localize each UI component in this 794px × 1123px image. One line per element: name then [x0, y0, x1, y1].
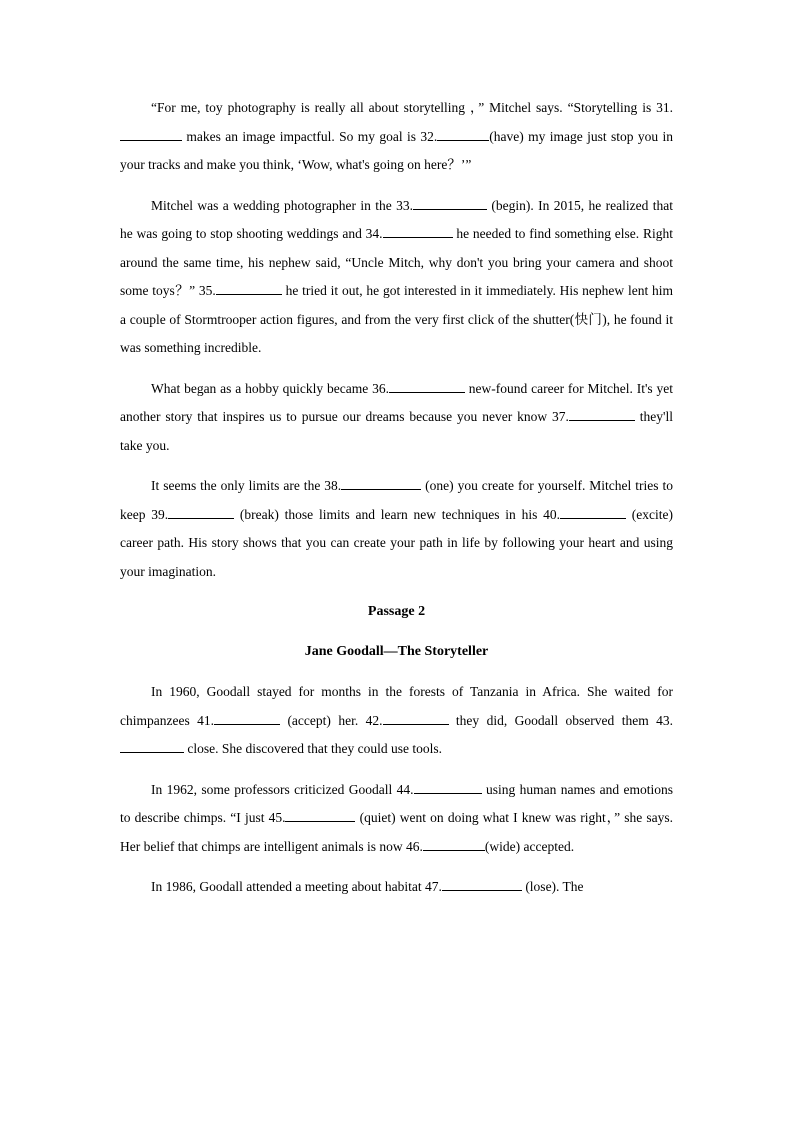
text: In 1986, Goodall attended a meeting about habitat 47. [151, 879, 442, 894]
text: using human names and emotions to describe chimps. “I just 45. [120, 781, 673, 825]
passage-title: Jane Goodall—The Storyteller [304, 644, 489, 659]
text: It seems the only limits are the 38. [151, 478, 342, 493]
paragraph-toy-photography [120, 94, 673, 180]
answer-blank-38[interactable] [341, 475, 421, 490]
text: In 1962, some professors criticized Goodall 44. [151, 781, 414, 797]
answer-blank-37[interactable] [569, 406, 635, 421]
answer-blank-32[interactable] [437, 126, 489, 141]
answer-blank-40[interactable] [560, 504, 626, 519]
text: What began as a hobby quickly became 36. [151, 380, 389, 396]
text: (break) those limits and learn new techniques in his 40. [234, 506, 560, 522]
answer-blank-44[interactable] [414, 779, 482, 794]
text: In 1960, Goodall stayed for months in the forests of Tanzania in Africa. She waited for chimpanzees 41. [120, 684, 673, 728]
answer-blank-35[interactable] [216, 280, 282, 295]
paragraph-limits [120, 472, 673, 586]
answer-blank-31[interactable] [120, 126, 182, 141]
passage-label: Passage 2 [367, 604, 426, 619]
paragraph-wedding-photographer [120, 192, 673, 363]
text: Mitchel was a wedding photographer in the 33. [151, 197, 413, 213]
text: they did, Goodall observed them 43. [448, 712, 674, 728]
answer-blank-45[interactable] [285, 807, 355, 822]
answer-blank-41[interactable] [214, 710, 280, 725]
text: (have) my image just stop you in your tracks and make you think, ‘Wow, what's going on here？’” [120, 128, 673, 172]
answer-blank-42[interactable] [383, 710, 449, 725]
paragraph-criticism [120, 776, 673, 862]
text: close. She discovered that they could use tools. [184, 741, 442, 756]
answer-blank-47[interactable] [442, 876, 522, 891]
text: new-found career for Mitchel. It's yet another story that inspires us to pursue our dreams because you never know 37. [120, 380, 673, 424]
text: they'll take you. [120, 409, 673, 453]
text: makes an image impactful. So my goal is 32. [182, 128, 438, 144]
answer-blank-36[interactable] [389, 378, 465, 393]
text: (one) you create for yourself. Mitchel tries to keep 39. [120, 478, 673, 522]
text: (excite) career path. His story shows that you can create your path in life by following your heart and using your imagination. [120, 506, 673, 579]
text: (accept) her. 42. [280, 712, 383, 728]
answer-blank-34[interactable] [383, 223, 453, 238]
text: (begin). In 2015, he realized that he was going to stop shooting weddings and 34. [120, 197, 673, 241]
answer-blank-46[interactable] [423, 836, 485, 851]
text: (wide) accepted. [484, 838, 575, 854]
paragraph-habitat [120, 873, 673, 902]
paragraph-tanzania [120, 678, 673, 764]
answer-blank-33[interactable] [413, 195, 487, 210]
answer-blank-43[interactable] [120, 738, 184, 753]
text: (quiet) went on doing what I knew was right，” she says. Her belief that chimps are intelligent animals is now 46. [120, 810, 674, 854]
paragraph-hobby-career [120, 375, 673, 461]
answer-blank-39[interactable] [168, 504, 234, 519]
text: (lose). The [521, 879, 584, 894]
text: “For me, toy photography is really all about storytelling ，” Mitchel says. “Storytelling is 31. [151, 100, 673, 115]
page-content [120, 94, 673, 914]
text: he tried it out, he got interested in it immediately. His nephew lent him a couple of Stormtrooper action figures, and from the very first click of the shutter(快门), he found it was something incredible. [120, 283, 673, 355]
text: he needed to find something else. Right around the same time, his nephew said, “Uncle Mitch, why don't you bring your camera and shoot some toys？” 35. [120, 226, 673, 298]
